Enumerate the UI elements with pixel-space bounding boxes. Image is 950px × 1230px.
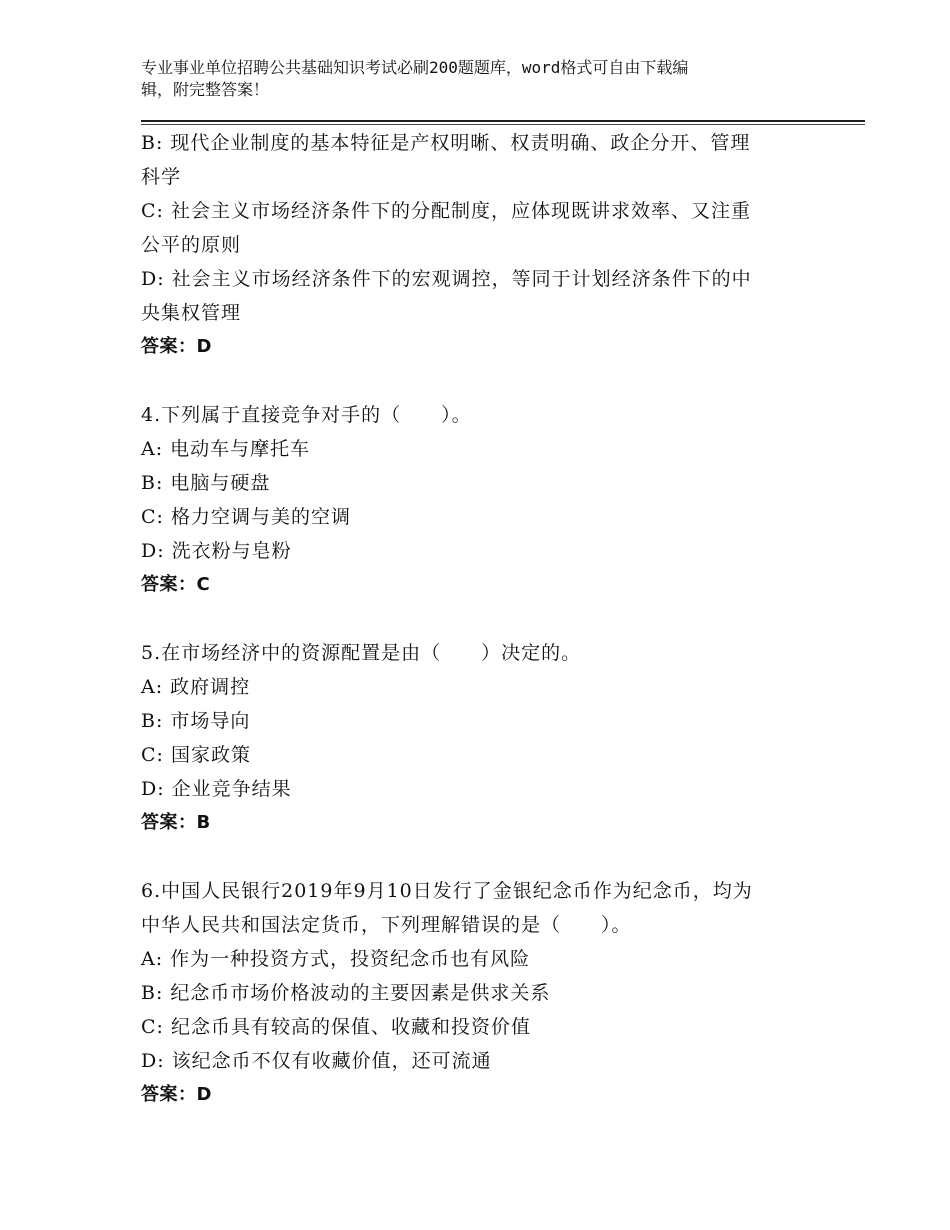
option-c: C: 格力空调与美的空调 bbox=[141, 506, 351, 528]
option-b: B: 市场导向 bbox=[141, 710, 251, 732]
option-c-line-2: 公平的原则 bbox=[141, 234, 242, 256]
option-a: A: 作为一种投资方式，投资纪念币也有风险 bbox=[141, 948, 531, 970]
option-a: A: 政府调控 bbox=[141, 676, 251, 698]
option-a: A: 电动车与摩托车 bbox=[141, 438, 311, 460]
option-d-line-2: 央集权管理 bbox=[141, 302, 242, 324]
spacer bbox=[141, 840, 811, 874]
option-d: D: 该纪念币不仅有收藏价值，还可流通 bbox=[141, 1050, 492, 1072]
document-header bbox=[141, 57, 791, 101]
answer-label: 答案：D bbox=[141, 1084, 212, 1105]
answer-label: 答案：D bbox=[141, 336, 212, 357]
question-3-options bbox=[141, 126, 811, 364]
header-rule-thin bbox=[141, 124, 865, 125]
option-b-line-2: 科学 bbox=[141, 166, 182, 188]
spacer bbox=[141, 602, 811, 636]
question-5 bbox=[141, 636, 811, 840]
answer-label: 答案：C bbox=[141, 574, 211, 595]
option-c: C: 国家政策 bbox=[141, 744, 251, 766]
question-content bbox=[141, 126, 811, 1112]
option-c: C: 纪念币具有较高的保值、收藏和投资价值 bbox=[141, 1016, 531, 1038]
header-line-2: 辑，附完整答案！ bbox=[141, 80, 270, 99]
answer-label: 答案：B bbox=[141, 812, 211, 833]
option-d: D: 企业竞争结果 bbox=[141, 778, 292, 800]
question-6 bbox=[141, 874, 811, 1112]
option-b: B: 电脑与硬盘 bbox=[141, 472, 271, 494]
option-d: D: 洗衣粉与皂粉 bbox=[141, 540, 292, 562]
question-text-line-1: 6.中国人民银行2019年9月10日发行了金银纪念币作为纪念币，均为 bbox=[141, 880, 753, 902]
option-b-line-1: B: 现代企业制度的基本特征是产权明晰、权责明确、政企分开、管理 bbox=[141, 132, 751, 154]
option-b: B: 纪念币市场价格波动的主要因素是供求关系 bbox=[141, 982, 551, 1004]
option-c-line-1: C: 社会主义市场经济条件下的分配制度，应体现既讲求效率、又注重 bbox=[141, 200, 751, 222]
header-line-1: 专业事业单位招聘公共基础知识考试必刷200题题库，word格式可自由下载编 bbox=[141, 58, 689, 77]
question-text-line-2: 中华人民共和国法定货币，下列理解错误的是（ ）。 bbox=[141, 914, 632, 936]
question-text: 5.在市场经济中的资源配置是由（ ）决定的。 bbox=[141, 642, 582, 664]
header-rule-thick bbox=[141, 120, 865, 122]
spacer bbox=[141, 364, 811, 398]
question-text: 4.下列属于直接竞争对手的（ ）。 bbox=[141, 404, 472, 426]
option-d-line-1: D: 社会主义市场经济条件下的宏观调控，等同于计划经济条件下的中 bbox=[141, 268, 752, 290]
question-4 bbox=[141, 398, 811, 602]
